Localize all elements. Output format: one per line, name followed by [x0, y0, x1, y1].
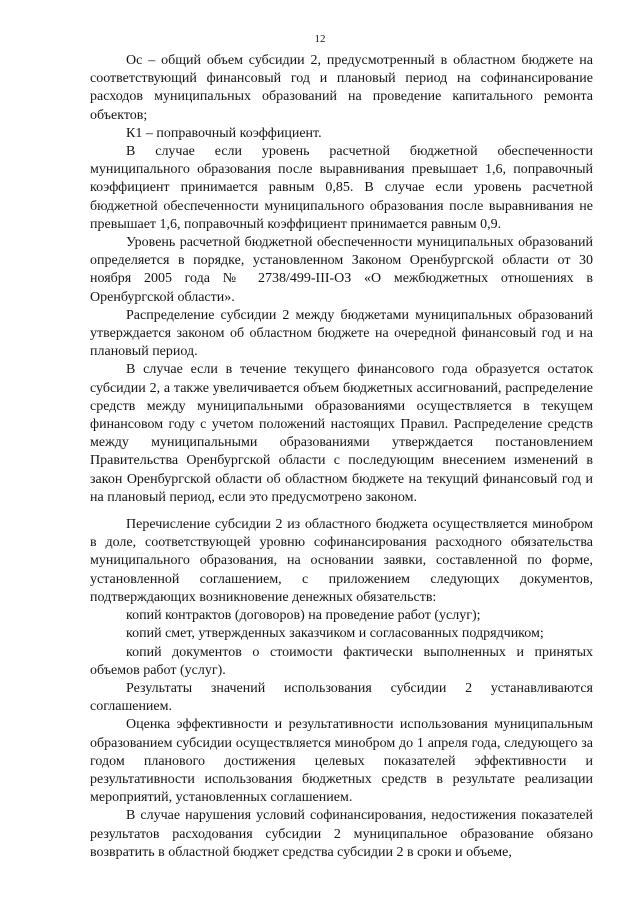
- paragraph-violation-return: В случае нарушения условий софинансирования, недостижения показателей результатов расходования субсидии 2 муниципальное образование обязано возвратить в областной бюджет средства субсидии 2 в сроки и объеме,: [90, 808, 593, 860]
- list-item-contracts: копий контрактов (договоров) на проведение работ (услуг);: [126, 608, 481, 624]
- list-item-estimates: копий смет, утвержденных заказчиком и согласованных подрядчиком;: [126, 626, 544, 642]
- paragraph-subsidy-distribution: Распределение субсидии 2 между бюджетами муниципальных образований утверждается законом об областном бюджете на очередной финансовый год и на плановый период.: [90, 307, 593, 360]
- paragraph-k1-definition: К1 – поправочный коэффициент.: [126, 125, 322, 141]
- paragraph-os-definition: Ос – общий объем субсидии 2, предусмотренный в областном бюджете на соответствующий финансовый год и плановый период на софинансирование расходов муниципальных образований на проведение капитального ремонта объектов;: [90, 53, 593, 123]
- paragraph-remaining-subsidy: В случае если в течение текущего финансового года образуется остаток субсидии 2, а также увеличивается объем бюджетных ассигнований, распределение средств между муниципальными образованиями осуществляется в текущем финансовом году с учетом положений настоящих Правил. Распределение средств между муниципальными образованиями утверждается постановлением Правительства Оренбургской области с последующим внесением изменений в закон Оренбургской области об областном бюджете на текущий финансовый год и на плановый период, если это предусмотрено законом.: [90, 362, 593, 505]
- paragraph-subsidy-transfer: Перечисление субсидии 2 из областного бюджета осуществляется минобром в доле, соответствующей уровню софинансирования расходного обязательства муниципального образования, на основании заявки, составленной по форме, установленной соглашением, с приложением следующих документов, подтверждающих возникновение денежных обязательств:: [90, 517, 593, 605]
- paragraph-budget-provision-level: Уровень расчетной бюджетной обеспеченности муниципальных образований определяется в порядке, установленном Законом Оренбургской области от 30 ноября 2005 года № 2738/499-III-ОЗ «О межбюджетных отношениях в Оренбургской области».: [90, 235, 593, 305]
- paragraph-results-values: Результаты значений использования субсидии 2 устанавливаются соглашением.: [90, 680, 593, 715]
- list-item-cost-documents: копий документов о стоимости фактически выполненных и принятых объемов работ (услуг).: [90, 644, 593, 678]
- paragraph-efficiency-assessment: Оценка эффективности и результативности использования муниципальным образованием субсидии осуществляется минобром до 1 апреля года, следующего за годом планового достижения целевых показателей эффективности и результативности использования бюджетных средств в результате реализации мероприятий, установленных соглашением.: [90, 717, 593, 806]
- paragraph-correction-coefficient: В случае если уровень расчетной бюджетной обеспеченности муниципального образования после выравнивания превышает 1,6, поправочный коэффициент принимается равным 0,85. В случае если уровень расчетной бюджетной обеспеченности муниципального образования после выравнивания не превышает 1,6, поправочный коэффициент принимается равным 0,9.: [90, 144, 593, 232]
- body-text: [90, 52, 593, 862]
- page-number: 12: [314, 33, 326, 45]
